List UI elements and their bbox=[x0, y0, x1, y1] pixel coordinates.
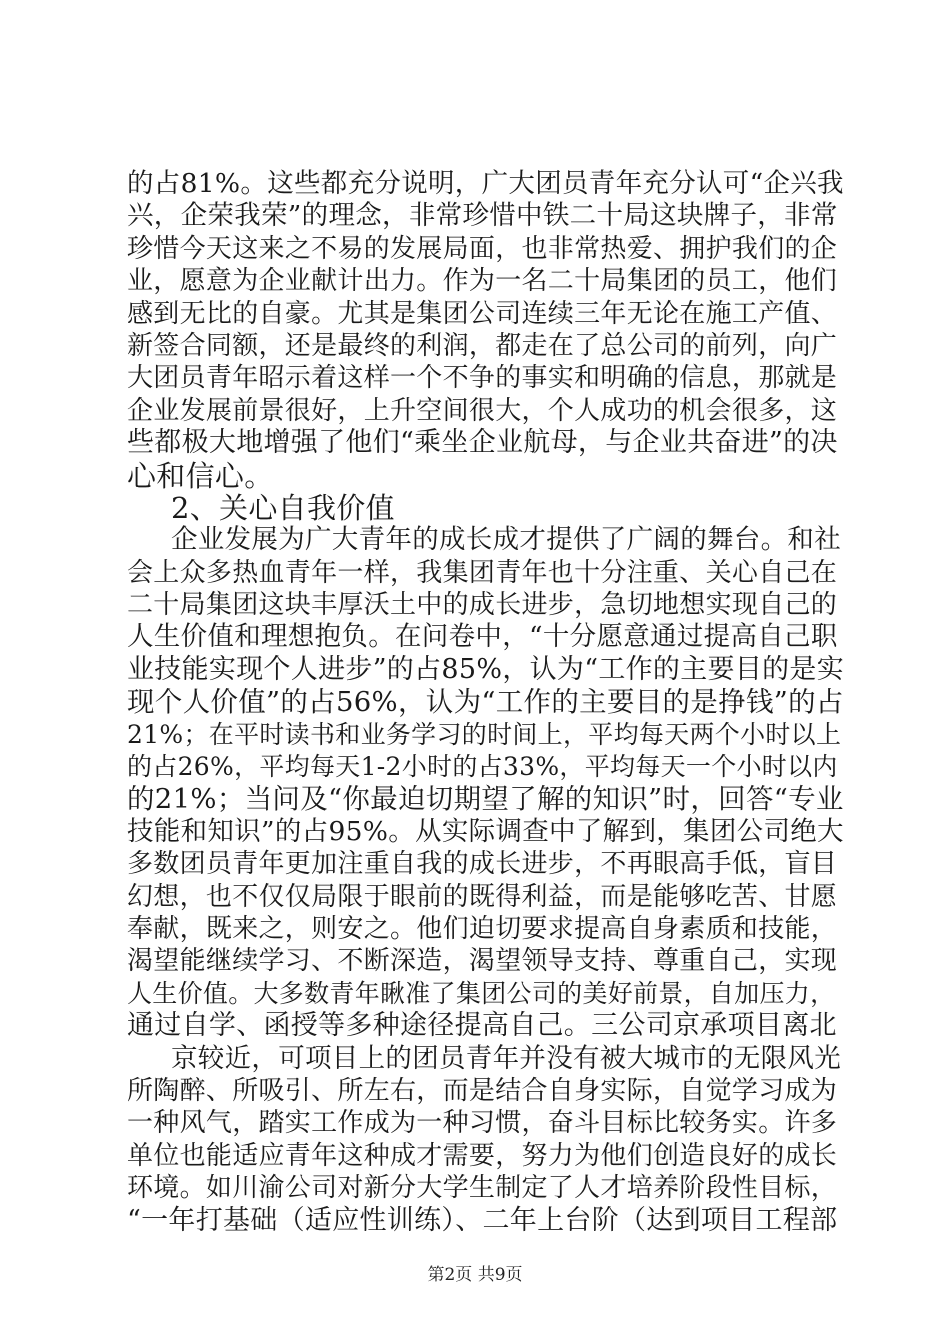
text-line: 人生价值和理想抱负。在问卷中，“十分愿意通过提高自己职 bbox=[127, 621, 838, 653]
text-line: 珍惜今天这来之不易的发展局面，也非常热爱、拥护我们的企 bbox=[127, 233, 838, 264]
text-line: 业，愿意为企业献计出力。作为一名二十局集团的员工，他们 bbox=[127, 266, 838, 297]
text-line: 现个人价值”的占56%，认为“工作的主要目的是挣钱”的占 bbox=[127, 686, 844, 719]
text-line: 通过自学、函授等多种途径提高自己。三公司京承项目离北 bbox=[127, 1010, 837, 1042]
text-line: 的占81%。这些都充分说明，广大团员青年充分认可“企兴我 bbox=[127, 168, 844, 199]
text-line: 企业发展为广大青年的成长成才提供了广阔的舞台。和社 bbox=[171, 524, 841, 556]
text-line: 业技能实现个人进步”的占85%，认为“工作的主要目的是实 bbox=[127, 653, 845, 685]
text-line: 些都极大地增强了他们“乘坐企业航母，与企业共奋进”的决 bbox=[127, 427, 838, 459]
text-line: 大团员青年昭示着这样一个不争的事实和明确的信息，那就是 bbox=[127, 363, 838, 394]
text-line: 兴，企荣我荣”的理念，非常珍惜中铁二十局这块牌子，非常 bbox=[127, 200, 838, 232]
text-line: 21%；在平时读书和业务学习的时间上，平均每天两个小时以上 bbox=[127, 719, 842, 749]
text-line: “一年打基础（适应性训练）、二年上台阶（达到项目工程部 bbox=[127, 1204, 838, 1236]
text-line: 会上众多热血青年一样，我集团青年也十分注重、关心自己在 bbox=[127, 557, 838, 588]
text-line: 环境。如川渝公司对新分大学生制定了人才培养阶段性目标， bbox=[127, 1173, 838, 1204]
text-line: 人生价值。大多数青年瞅准了集团公司的美好前景，自加压力， bbox=[127, 978, 836, 1008]
text-line: 京较近，可项目上的团员青年并没有被大城市的无限风光 bbox=[171, 1042, 841, 1074]
text-line: 的21%；当问及“你最迫切期望了解的知识”时，回答“专业 bbox=[127, 783, 844, 816]
text-line: 所陶醉、所吸引、所左右，而是结合自身实际，自觉学习成为 bbox=[127, 1075, 838, 1106]
text-line: 新签合同额，还是最终的利润，都走在了总公司的前列，向广 bbox=[127, 330, 838, 361]
text-line: 幻想，也不仅仅局限于眼前的既得利益，而是能够吃苦、甘愿 bbox=[127, 881, 838, 912]
text-line: 二十局集团这块丰厚沃土中的成长进步，急切地想实现自己的 bbox=[127, 590, 838, 621]
text-line: 感到无比的自豪。尤其是集团公司连续三年无论在施工产值、 bbox=[127, 298, 838, 329]
text-line: 企业发展前景很好，上升空间很大，个人成功的机会很多，这 bbox=[127, 395, 838, 426]
section-heading: 2、关心自我价值 bbox=[171, 490, 395, 525]
text-line: 心和信心。 bbox=[127, 458, 274, 493]
body-text bbox=[127, 168, 847, 1237]
text-line: 技能和知识”的占95%。从实际调查中了解到，集团公司绝大 bbox=[127, 815, 844, 847]
text-line: 奉献，既来之，则安之。他们迫切要求提高自身素质和技能， bbox=[127, 913, 838, 944]
page-footer: 第2页 共9页 bbox=[427, 1265, 523, 1285]
text-line: 的占26%，平均每天1-2小时的占33%，平均每天一个小时以内 bbox=[127, 752, 838, 782]
text-line: 多数团员青年更加注重自我的成长进步，不再眼高手低，盲目 bbox=[127, 849, 838, 880]
text-line: 一种风气，踏实工作成为一种习惯，奋斗目标比较务实。许多 bbox=[127, 1108, 838, 1139]
text-line: 单位也能适应青年这种成才需要，努力为他们创造良好的成长 bbox=[127, 1140, 838, 1171]
text-line: 渴望能继续学习、不断深造，渴望领导支持、尊重自己，实现 bbox=[127, 946, 838, 977]
